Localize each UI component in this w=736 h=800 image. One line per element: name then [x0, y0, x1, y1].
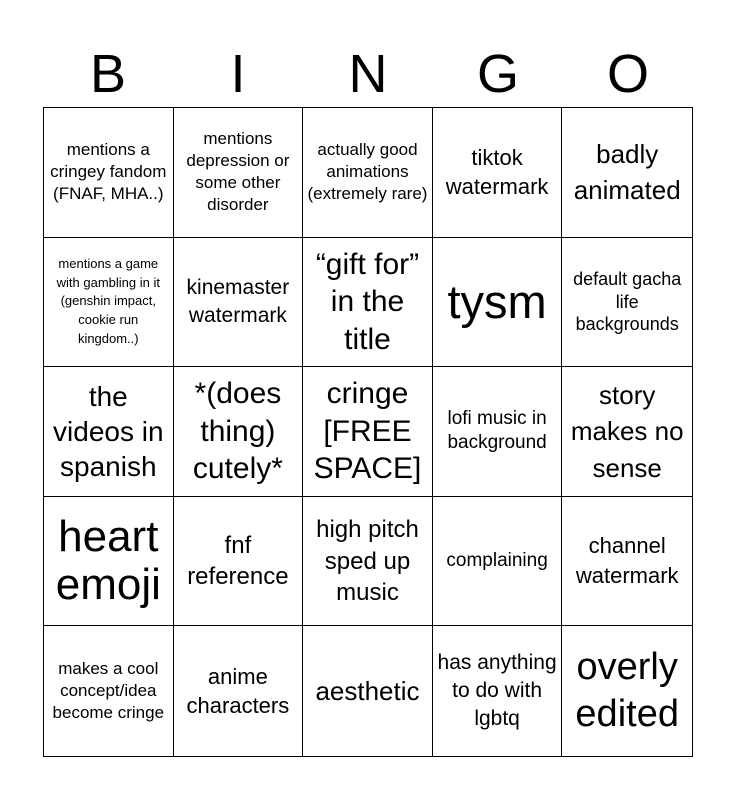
bingo-cell-r5c3[interactable]: aesthetic [303, 626, 433, 756]
bingo-cell-r5c5[interactable]: overly edited [575, 645, 679, 736]
bingo-cell-r4c5[interactable]: channel watermark [562, 497, 692, 627]
bingo-cell-r1c1[interactable]: mentions a cringey fandom (FNAF, MHA..) [44, 108, 174, 238]
bingo-cell-r4c3[interactable]: high pitch sped up music [303, 497, 433, 627]
bingo-cell-r5c4[interactable]: has anything to do with lgbtq [433, 626, 563, 756]
bingo-cell-r4c2[interactable]: fnf reference [174, 497, 304, 627]
bingo-cell-r4c4[interactable]: complaining [433, 497, 563, 627]
bingo-cell-r2c5[interactable]: default gacha life backgrounds [562, 238, 692, 368]
header-letter-g: G [476, 44, 519, 104]
header-letter-b: B [89, 44, 127, 104]
bingo-cell-r1c3[interactable]: actually good animations (extremely rare) [303, 108, 433, 238]
bingo-cell-r3c5[interactable]: story makes no sense [562, 367, 692, 497]
bingo-board [43, 107, 693, 757]
bingo-cell-r3c4[interactable]: lofi music in background [433, 367, 563, 497]
header-letter-o: O [606, 44, 649, 104]
bingo-cell-r2c4[interactable]: tysm [433, 238, 563, 368]
bingo-cell-r3c3[interactable]: cringe [FREE SPACE] [303, 367, 433, 497]
header-letter-n: N [348, 44, 388, 104]
header-letter-i: I [230, 44, 246, 104]
bingo-cell-r2c3[interactable]: “gift for” in the title [303, 238, 433, 368]
bingo-header [43, 40, 693, 108]
bingo-cell-r1c2[interactable]: mentions depression or some other disorder [174, 108, 304, 238]
bingo-cell-r3c1[interactable]: the videos in spanish [44, 367, 174, 497]
bingo-cell-r1c4[interactable]: tiktok watermark [433, 108, 563, 238]
bingo-cell-r1c5[interactable]: badly animated [562, 108, 692, 238]
bingo-cell-r4c1[interactable]: heart emoji [44, 497, 174, 627]
bingo-cell-r5c1[interactable]: makes a cool concept/idea become cringe [44, 626, 174, 756]
bingo-cell-r3c2[interactable]: *(does thing) cutely* [174, 367, 304, 497]
bingo-cell-r2c2[interactable]: kinemaster watermark [174, 238, 304, 368]
bingo-cell-r5c2[interactable]: anime characters [174, 626, 304, 756]
bingo-cell-r2c1[interactable]: mentions a game with gambling in it (genshin impact, cookie run kingdom..) [44, 238, 174, 368]
